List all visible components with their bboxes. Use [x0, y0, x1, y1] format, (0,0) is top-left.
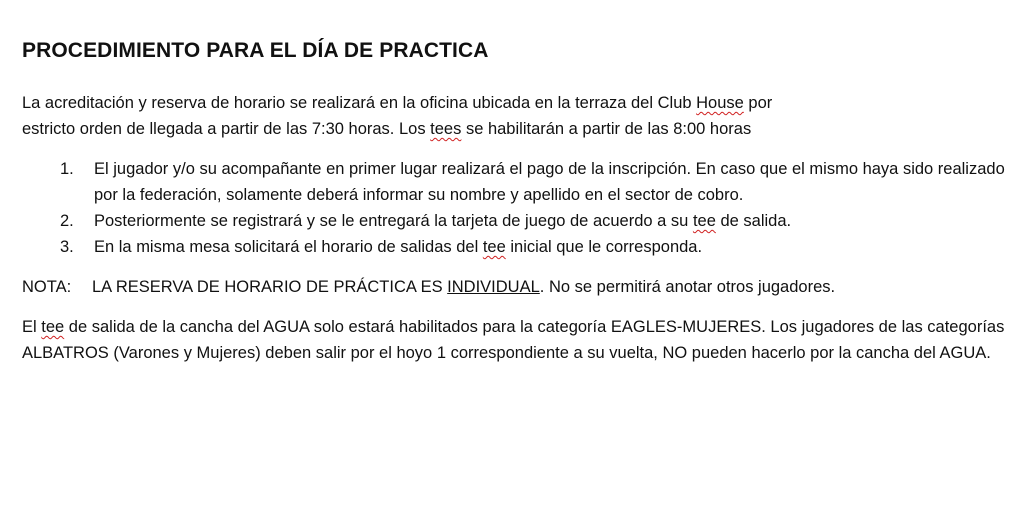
- closing-text: de salida de la cancha del AGUA solo estará habilitados para la categoría EAGLES-MUJERES. Los jugadores de las categorías ALBATROS (Varones y Mujeres) deben salir por el hoyo 1 correspondiente a su vuelta, NO pueden hacerlo por la cancha del AGUA.: [22, 318, 1005, 362]
- intro-text: La acreditación y reserva de horario se realizará en la oficina ubicada en la terraza del Club: [22, 94, 697, 112]
- spellcheck-word: tee: [41, 318, 65, 336]
- intro-paragraph: [22, 90, 1012, 142]
- procedure-steps-list: [22, 156, 1012, 260]
- note-paragraph: [22, 274, 1012, 300]
- spellcheck-word: tee: [482, 238, 506, 256]
- document-page: [22, 36, 1012, 380]
- list-item: [22, 234, 1012, 260]
- step-text: En la misma mesa solicitará el horario de salidas del: [94, 238, 483, 256]
- closing-text: El: [22, 318, 42, 336]
- intro-text: estricto orden de llegada a partir de las 7:30 horas. Los: [22, 120, 431, 138]
- step-text: inicial que le corresponda.: [505, 238, 703, 256]
- note-text: . No se permitirá anotar otros jugadores.: [539, 278, 836, 296]
- document-title: PROCEDIMIENTO PARA EL DÍA DE PRACTICA: [22, 39, 489, 62]
- step-number: 2.: [60, 212, 74, 230]
- note-label: NOTA:: [22, 278, 72, 296]
- spellcheck-word: House: [696, 94, 744, 112]
- note-emphasis: INDIVIDUAL: [447, 278, 540, 296]
- spellcheck-word: tee: [692, 212, 716, 230]
- step-text: Posteriormente se registrará y se le entregará la tarjeta de juego de acuerdo a su: [94, 212, 693, 230]
- list-item: [22, 156, 1012, 208]
- step-number: 3.: [60, 238, 74, 256]
- list-item: [22, 208, 1012, 234]
- step-text: El jugador y/o su acompañante en primer lugar realizará el pago de la inscripción. En caso que el mismo haya sido realizado por la federación, solamente deberá informar su nombre y apellido en el sector de cobro.: [94, 160, 1005, 204]
- intro-text: se habilitarán a partir de las 8:00 horas: [461, 120, 752, 138]
- intro-text: por: [743, 94, 773, 112]
- step-number: 1.: [60, 160, 74, 178]
- closing-paragraph: [22, 314, 1012, 366]
- spellcheck-word: tees: [430, 120, 462, 138]
- note-text: LA RESERVA DE HORARIO DE PRÁCTICA ES: [92, 278, 448, 296]
- step-text: de salida.: [715, 212, 792, 230]
